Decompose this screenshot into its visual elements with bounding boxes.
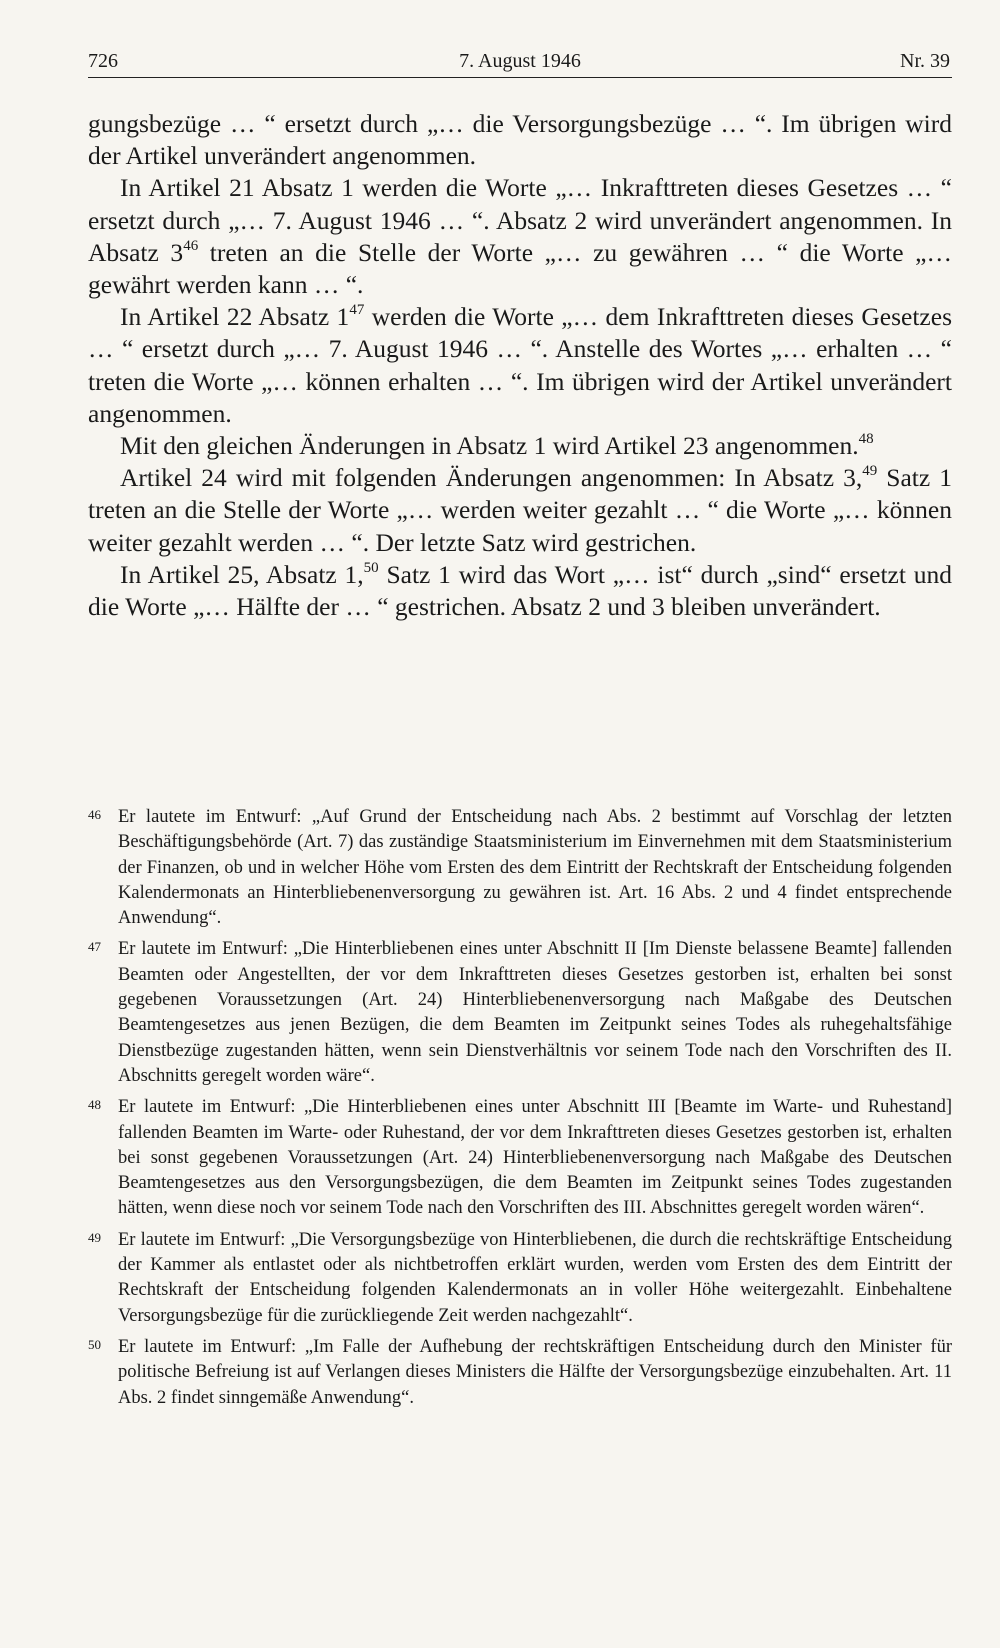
footnote-reference[interactable]: 49 (862, 463, 878, 480)
paragraph-text: Satz 1 wird das Wort „… ist“ durch „sind“ ersetzt und die Worte „… Hälfte der … “ gestrichen. Absatz 2 und 3 bleiben unverändert. (88, 559, 952, 622)
paragraph-text: In Artikel 21 Absatz 1 werden die Worte „… Inkrafttreten dieses Gesetzes … “ ersetzt durch „… 7. August 1946 … “. Absatz 2 wird unverändert angenommen. In Absatz 3 (88, 173, 952, 267)
paragraph-text: Artikel 24 wird mit folgenden Änderungen angenommen: In Absatz 3, (120, 463, 863, 493)
footnote-reference[interactable]: 47 (349, 302, 365, 319)
body-paragraph (88, 430, 952, 462)
footnote-number: 50 (88, 1336, 101, 1352)
footnote-reference[interactable]: 48 (858, 431, 874, 448)
header-date: 7. August 1946 (459, 50, 581, 72)
footnote-text: Er lautete im Entwurf: „Die Versorgungsbezüge von Hinterbliebenen, die durch die rechtskräftige Entscheidung der Kammer als entlastet oder als nichtbetroffen erklärt wurden, werden vom Ersten des dem Eintritt der Rechtskraft der Entscheidung folgenden Kalendermonats an in voller Höhe weitergezahlt. Einbehaltene Versorgungsbezüge für die zurückliegende Zeit werden nachgezahlt“. (118, 1229, 952, 1326)
paragraph-text: In Artikel 25, Absatz 1, (120, 559, 364, 589)
footnote-text: Er lautete im Entwurf: „Die Hinterbliebenen eines unter Abschnitt II [Im Dienste belassene Beamte] fallenden Beamten oder Angestellten, der vor dem Inkrafttreten dieses Gesetzes gestorben ist, erhalten bei sonst gegebenen Voraussetzungen (Art. 24) Hinterbliebenenversorgung nach Maßgabe des Deutschen Beamtengesetzes aus jenen Bezügen, die dem Beamten im Zeitpunkt seines Todes als ruhegehaltsfähige Dienstbezüge zugestanden hätten, wenn sein Dienstverhältnis vor seinem Tode nach den Vorschriften des II. Abschnitts geregelt worden wäre“. (118, 939, 952, 1086)
footnote-number: 48 (88, 1097, 101, 1113)
footnote-number: 46 (88, 807, 101, 822)
running-header (88, 44, 952, 76)
issue-number: Nr. 39 (900, 50, 950, 72)
paragraph-text: treten an die Stelle der Worte „… zu gewähren … “ die Worte „… gewährt werden kann … “. (88, 237, 953, 300)
paragraph-text: In Artikel 22 Absatz 1 (120, 302, 350, 332)
body-paragraph (88, 559, 952, 623)
footnote-text: Er lautete im Entwurf: „Im Falle der Aufhebung der rechtskräftigen Entscheidung durch den Minister für politische Befreiung ist auf Verlangen dieses Ministers die Hälfte der Versorgungsbezüge einzubehalten. Art. 11 Abs. 2 findet sinngemäße Anwendung“. (118, 1336, 952, 1408)
body-paragraph (88, 301, 952, 430)
body-paragraph (88, 172, 952, 301)
footnote (88, 937, 952, 1089)
body-text (88, 108, 952, 623)
header-rule (88, 77, 952, 78)
paragraph-text: Mit den gleichen Änderungen in Absatz 1 wird Artikel 23 angenommen. (120, 431, 859, 461)
footnote-reference[interactable]: 50 (363, 559, 379, 576)
footnote (88, 1228, 952, 1329)
page-number: 726 (88, 50, 118, 72)
footnote (88, 805, 952, 931)
paragraph-text: gungsbezüge … “ ersetzt durch „… die Versorgungsbezüge … “. Im übrigen wird der Artikel unverändert angenommen. (88, 109, 952, 171)
footnote-number: 47 (88, 939, 101, 955)
paragraph-text: Satz 1 treten an die Stelle der Worte „… werden weiter gezahlt … “ die Worte „… können weiter gezahlt werden … “. Der letzte Satz wird gestrichen. (88, 463, 953, 557)
body-paragraph (88, 462, 952, 559)
footnote-number: 49 (88, 1229, 101, 1245)
footnotes (88, 805, 952, 1417)
paragraph-text: werden die Worte „… dem Inkrafttreten dieses Gesetzes … “ ersetzt durch „… 7. August 1946 … “. Anstelle des Wortes „… erhalten … “ treten die Worte „… können erhalten … “. Im übrigen wird der Artikel unverändert angenommen. (88, 302, 952, 428)
footnote (88, 1335, 952, 1411)
body-paragraph (88, 108, 952, 172)
footnote-reference[interactable]: 46 (183, 237, 199, 254)
footnote-text: Er lautete im Entwurf: „Auf Grund der Entscheidung nach Abs. 2 bestimmt auf Vorschlag der letzten Beschäftigungsbehörde (Art. 7) das zuständige Staatsministerium im Einvernehmen mit dem Staatsministerium der Finanzen, ob und in welcher Höhe vom Ersten des dem Eintritt der Rechtskraft der Entscheidung folgenden Kalendermonats an Hinterbliebenenversorgung zu gewähren ist. Art. 16 Abs. 2 und 4 findet entsprechende Anwendung“. (118, 807, 952, 929)
footnote-text: Er lautete im Entwurf: „Die Hinterbliebenen eines unter Abschnitt III [Beamte im Warte- und Ruhestand] fallenden Beamten im Warte- oder Ruhestand, der vor dem Inkrafttreten dieses Gesetzes gestorben ist, erhalten bei sonst gegebenen Voraussetzungen (Art. 24) Hinterbliebenenversorgung nach Maßgabe des Deutschen Beamtengesetzes aus den Versorgungsbezügen, die dem Beamten im Zeitpunkt seines Todes zugestanden hätten, wenn diese noch vor seinem Tode nach den Vorschriften des III. Abschnittes geregelt worden wären“. (118, 1097, 952, 1219)
footnote (88, 1095, 952, 1221)
